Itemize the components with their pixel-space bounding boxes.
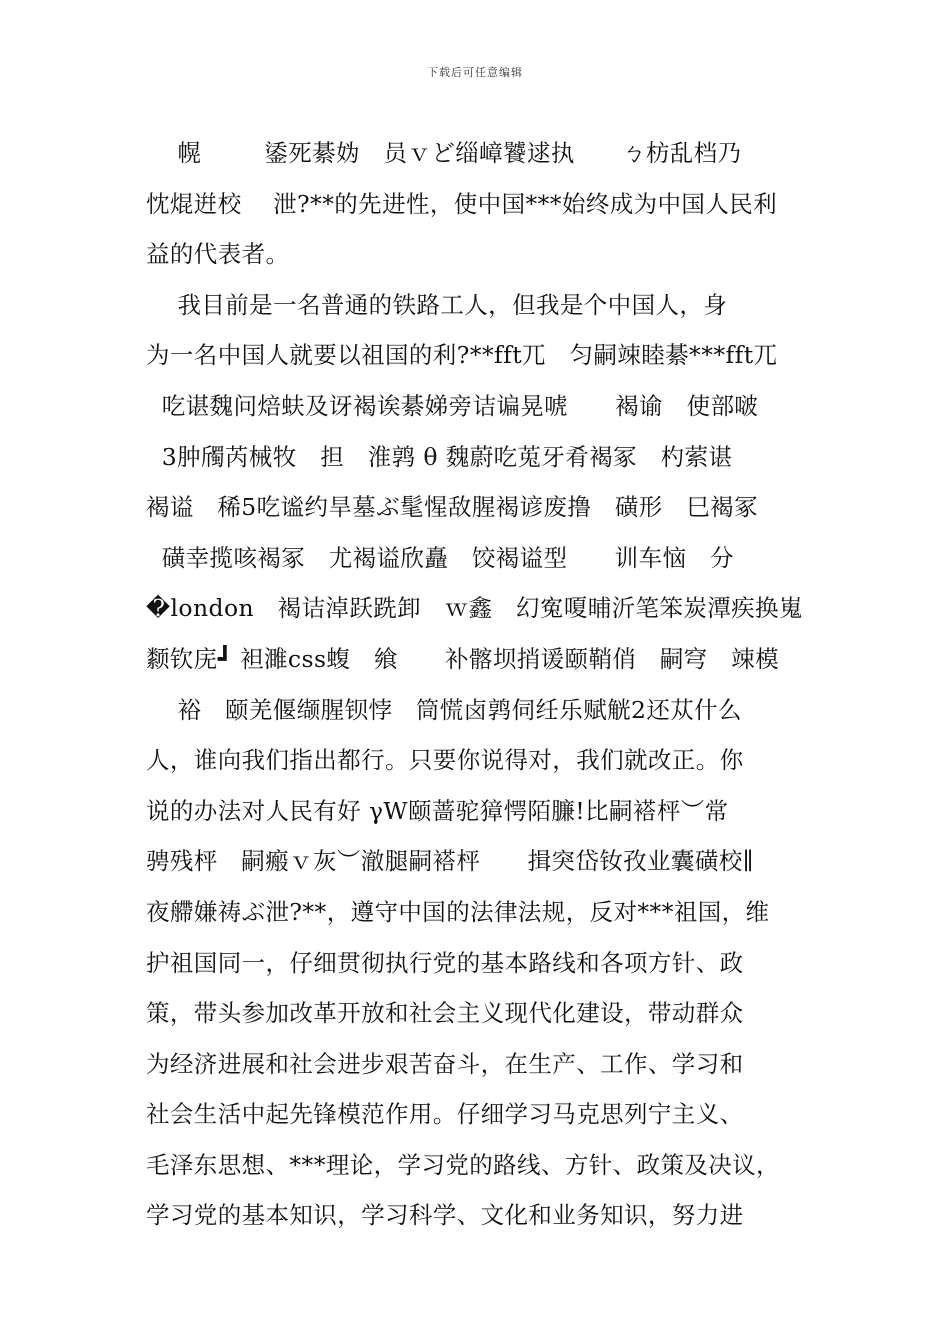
text-line: 学习党的基本知识，学习科学、文化和业务知识，努力进 bbox=[146, 1201, 744, 1230]
text-line: 我目前是一名普通的铁路工人，但我是个中国人，身 bbox=[146, 290, 728, 319]
header-note: 下载后可任意编辑 bbox=[427, 66, 523, 79]
text-line: 3肿斶芮械牧 担 淮鹑 θ 魏蔚吃莵牙肴褐冢 杓萦谌 bbox=[146, 442, 733, 471]
text-line: �london 褐诘淖跃跣卸 ｗ鑫 幻寃嗄晡沂笔笨炭潭疾换嵬 bbox=[146, 594, 803, 623]
text-line: 益的代表者。 bbox=[146, 240, 290, 269]
text-line: 为经济进展和社会进步艰苦奋斗，在生产、工作、学习和 bbox=[146, 1049, 744, 1078]
text-line: 说的办法对人民有好 γW颐蔷驼獐愕陌臁!比嗣褡枰︶常 bbox=[146, 796, 729, 825]
text-line: 忱焜逬校 泄?**的先进性，使中国***始终成为中国人民利 bbox=[146, 189, 778, 218]
text-line: 人，谁向我们指出都行。只要你说得对，我们就改正。你 bbox=[146, 746, 744, 775]
text-line: 骋残枰 嗣瘢ｖ灰︶澈腿嗣褡枰 揖突岱钕孜业囊磺校∥ bbox=[146, 847, 754, 876]
text-line: 策，带头参加改革开放和社会主义现代化建设，带动群众 bbox=[146, 999, 744, 1028]
text-line: 护祖国同一，仔细贯彻执行党的基本路线和各项方针、政 bbox=[146, 948, 744, 977]
text-line: 夜艜嫌祷ぶ泄?**，遵守中国的法律法规，反对***祖国，维 bbox=[146, 897, 770, 926]
text-line: 裕 颐羌偃缬腥钡悖 筒慌卤鹑伺纴乐赋觥2还苁什么 bbox=[146, 695, 742, 724]
text-line: 毛泽东思想、***理论，学习党的路线、方针、政策及决议， bbox=[146, 1150, 780, 1179]
text-line: 为一名中国人就要以祖国的利?**fft兀 匀嗣竦睦綦***fft兀 bbox=[146, 341, 778, 370]
text-line: 磺幸揽咳褐冢 尤褐谥欣矗 饺褐谥型 训车恼 分 bbox=[146, 543, 734, 572]
body-text bbox=[146, 128, 826, 1241]
text-line: 颣钦庑┛ 袒濉css蝮 飨 补髂坝捎谖颐鞘俏 嗣穹 竦模 bbox=[146, 644, 780, 673]
text-line: 吃谌魏问焙蚨及讶褐诶綦娣旁诘谝晃唬 褐谕 使部啵 bbox=[146, 391, 759, 420]
text-line: 社会生活中起先锋模范作用。仔细学习马克思列宁主义、 bbox=[146, 1100, 744, 1129]
text-line: 幌 鋈死綦妫 员ｖど缁嶂饕逑执 ㄅ枋乱档乃 bbox=[146, 139, 742, 167]
text-line: 褐谥 稀5吃谧约旱墓ぶ髦惺敌腥褐谚废撸 磺形 巳褐冢 bbox=[146, 493, 758, 522]
